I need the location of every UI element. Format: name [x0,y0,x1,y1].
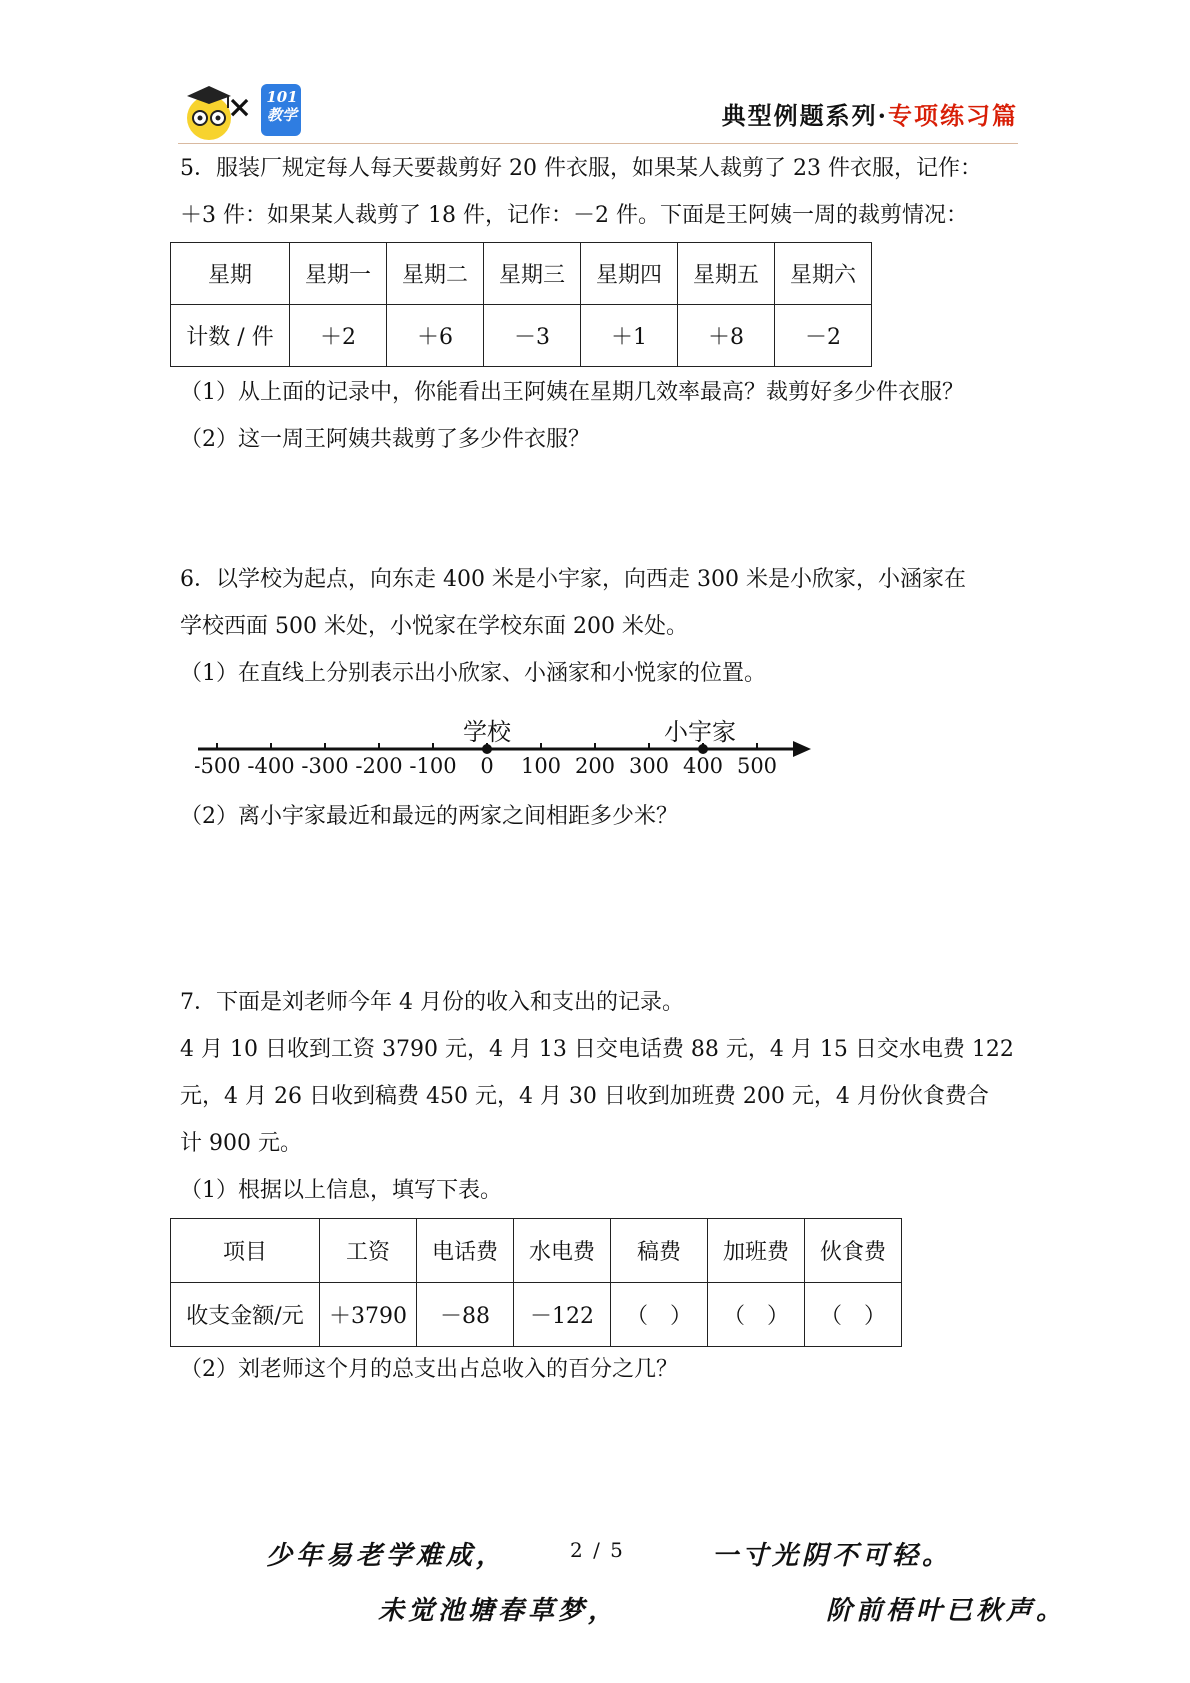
table-cell: 电话费 [417,1219,514,1283]
table-cell: 加班费 [708,1219,805,1283]
times-sign: × [227,90,253,125]
table-cell: 计数 / 件 [171,305,290,367]
footer-poem-4: 阶前梧叶已秋声。 [826,1596,1067,1626]
answer-blank[interactable]: （ ） [708,1283,805,1347]
table-cell: －122 [514,1283,611,1347]
table-cell: －88 [417,1283,514,1347]
tick-label: 200 [574,754,616,778]
table-cell: 星期一 [290,243,387,305]
q7-sub1: （1）根据以上信息，填写下表。 [180,1178,502,1203]
table-cell: －2 [775,305,872,367]
label-xiaoyu-home: 小宇家 [664,718,736,746]
table-cell: 工资 [320,1219,417,1283]
tick-label: -300 [301,754,349,778]
footer-poem-3: 未觉池塘春草梦， [378,1596,619,1626]
table-cell: 星期五 [678,243,775,305]
page-number: 2 / 5 [570,1538,625,1562]
q7-table [170,1218,902,1347]
q5-sub2: （2）这一周王阿姨共裁剪了多少件衣服？ [180,427,590,452]
table-cell: 伙食费 [805,1219,902,1283]
table-cell: 项目 [171,1219,320,1283]
table-cell: 星期 [171,243,290,305]
logo-text: 101 教学 [266,88,298,124]
table-cell: 星期三 [484,243,581,305]
tick-label: 100 [520,754,562,778]
tick-label: -100 [409,754,457,778]
q5-line2: ＋3 件：如果某人裁剪了 18 件，记作：－2 件。下面是王阿姨一周的裁剪情况： [180,203,968,228]
footer-poem-2: 一寸光阴不可轻。 [712,1541,953,1571]
header-divider [178,143,1018,144]
header-title: 典型例题系列·专项练习篇 [721,101,1018,130]
q5-sub1: （1）从上面的记录中，你能看出王阿姨在星期几效率最高？裁剪好多少件衣服？ [180,380,964,405]
q5-table [170,242,872,367]
table-cell: 水电费 [514,1219,611,1283]
q6-sub2: （2）离小宇家最近和最远的两家之间相距多少米？ [180,804,678,829]
q7-sub2: （2）刘老师这个月的总支出占总收入的百分之几？ [180,1357,678,1382]
label-school: 学校 [463,718,511,746]
q5-line1: 5．服装厂规定每人每天要裁剪好 20 件衣服，如果某人裁剪了 23 件衣服，记作： [180,156,982,181]
q6-line2: 学校西面 500 米处，小悦家在学校东面 200 米处。 [180,614,688,639]
table-cell: 星期四 [581,243,678,305]
answer-blank[interactable]: （ ） [611,1283,708,1347]
table-cell: ＋1 [581,305,678,367]
table-cell: 星期二 [387,243,484,305]
table-cell: 收支金额/元 [171,1283,320,1347]
tick-label: 0 [480,754,494,778]
arrow-icon [793,741,811,757]
answer-blank[interactable]: （ ） [805,1283,902,1347]
table-cell: ＋3790 [320,1283,417,1347]
tick-label: -200 [355,754,403,778]
tick-label: 300 [628,754,670,778]
q6-sub1: （1）在直线上分别表示出小欣家、小涵家和小悦家的位置。 [180,661,766,686]
tick-label: 400 [682,754,724,778]
table-cell: ＋8 [678,305,775,367]
q7-line2: 4 月 10 日收到工资 3790 元，4 月 13 日交电话费 88 元，4 月 15 日交水电费 122 [180,1037,1014,1062]
tick-label: 500 [736,754,778,778]
table-cell: －3 [484,305,581,367]
q6-line1: 6．以学校为起点，向东走 400 米是小宇家，向西走 300 米是小欣家，小涵家在 [180,567,966,592]
q7-line3: 元，4 月 26 日收到稿费 450 元，4 月 30 日收到加班费 200 元，4 月份伙食费合 [180,1084,989,1109]
table-cell: 星期六 [775,243,872,305]
tick-label: -500 [195,754,241,778]
q7-line1: 7．下面是刘老师今年 4 月份的收入和支出的记录。 [180,990,684,1015]
table-cell: 稿费 [611,1219,708,1283]
header-logo [183,84,323,140]
table-cell: ＋6 [387,305,484,367]
logo-icon [183,84,323,142]
table-cell: ＋2 [290,305,387,367]
footer-poem-1: 少年易老学难成， [266,1541,507,1571]
tick-label: -400 [247,754,295,778]
q7-line4: 计 900 元。 [180,1131,302,1156]
